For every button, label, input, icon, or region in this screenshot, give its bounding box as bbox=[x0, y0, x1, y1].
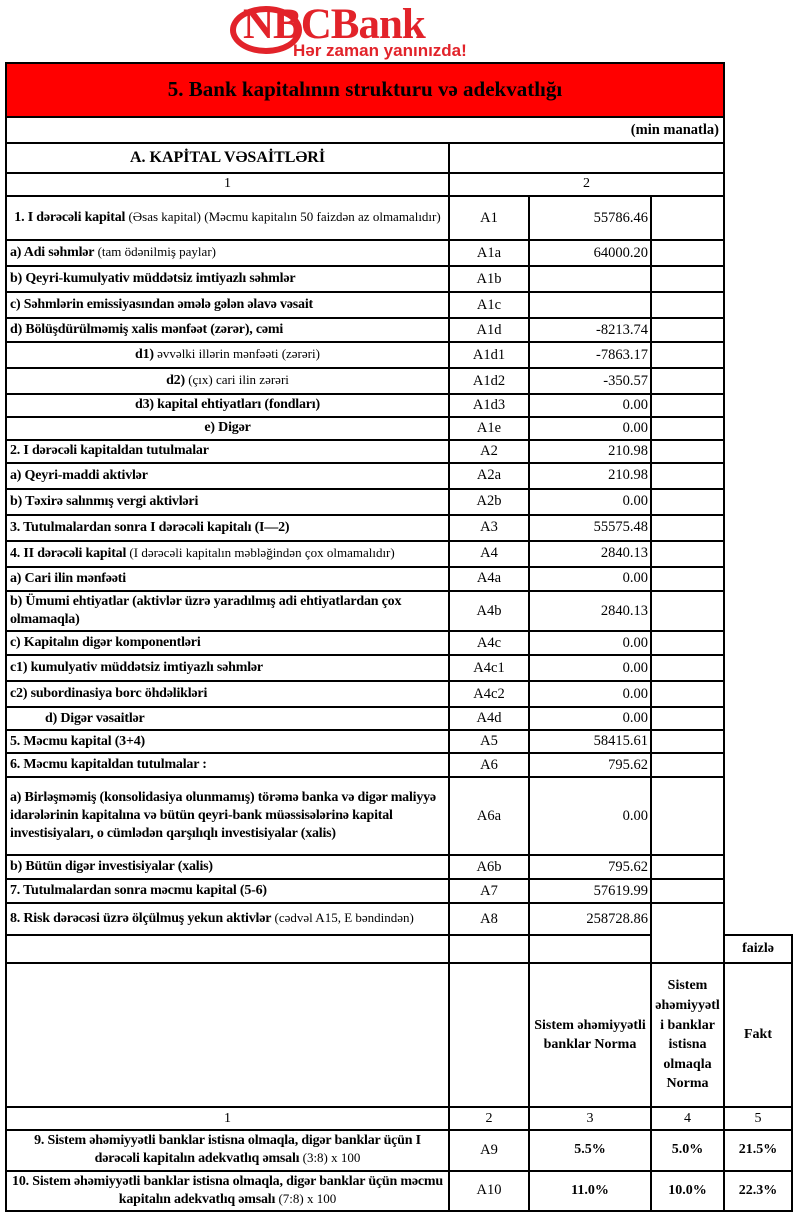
column-number: 5 bbox=[724, 1107, 792, 1130]
row-label-note: (7:8) x 100 bbox=[275, 1190, 337, 1206]
ghost-cell bbox=[724, 368, 792, 394]
ghost-cell bbox=[724, 777, 792, 855]
row-label bbox=[6, 196, 449, 240]
row-value: 795.62 bbox=[529, 753, 651, 777]
gap-cell bbox=[651, 855, 724, 879]
gap-cell bbox=[651, 591, 724, 631]
row-label bbox=[6, 440, 449, 463]
gap-cell bbox=[651, 394, 724, 417]
row-label bbox=[6, 591, 449, 631]
ghost-cell bbox=[724, 417, 792, 440]
row-value: 0.00 bbox=[529, 489, 651, 515]
row-label bbox=[6, 753, 449, 777]
table-row-a1 bbox=[6, 196, 792, 240]
norma-istisna-value: 10.0% bbox=[651, 1171, 724, 1211]
ghost-cell bbox=[724, 173, 792, 196]
row-value: 210.98 bbox=[529, 440, 651, 463]
ghost-cell bbox=[724, 463, 792, 489]
ghost-cell bbox=[724, 855, 792, 879]
row-code: A1b bbox=[449, 266, 529, 292]
row-code: A1d bbox=[449, 318, 529, 342]
row-code: A10 bbox=[449, 1171, 529, 1211]
percent-header-row bbox=[6, 963, 792, 1107]
ghost-cell bbox=[724, 753, 792, 777]
row-label bbox=[6, 417, 449, 440]
row-label-main: 2. I dərəcəli kapitaldan tutulmalar bbox=[10, 443, 209, 459]
row-value: 258728.86 bbox=[529, 903, 651, 935]
fakt-header: Fakt bbox=[724, 963, 792, 1107]
row-label-main: 1. I dərəcəli kapital bbox=[14, 209, 126, 225]
row-value: 0.00 bbox=[529, 394, 651, 417]
ghost-cell bbox=[724, 541, 792, 567]
table-row-a4c bbox=[6, 631, 792, 655]
ghost-cell bbox=[724, 318, 792, 342]
column-number: 2 bbox=[449, 1107, 529, 1130]
unit-note-row bbox=[6, 117, 792, 143]
row-value: 2840.13 bbox=[529, 591, 651, 631]
row-label-main: a) Cari ilin mənfəəti bbox=[10, 570, 126, 586]
row-code: A4d bbox=[449, 707, 529, 730]
row-code: A1 bbox=[449, 196, 529, 240]
row-label bbox=[6, 463, 449, 489]
ghost-cell bbox=[724, 515, 792, 541]
table-row-a4d bbox=[6, 707, 792, 730]
ghost-cell bbox=[724, 117, 792, 143]
nbcbank-logo bbox=[230, 1, 467, 61]
gap-cell bbox=[651, 655, 724, 681]
row-label-main: e) Digər bbox=[204, 420, 251, 436]
gap-cell bbox=[651, 318, 724, 342]
column-number: 1 bbox=[6, 173, 449, 196]
row-label-main: 5. Məcmu kapital (3+4) bbox=[10, 733, 146, 749]
ghost-cell bbox=[724, 394, 792, 417]
row-code: A1d2 bbox=[449, 368, 529, 394]
table-row-a3 bbox=[6, 515, 792, 541]
row-label bbox=[6, 541, 449, 567]
section-header-row bbox=[6, 143, 792, 173]
ghost-cell bbox=[724, 342, 792, 368]
table-row-a1c bbox=[6, 292, 792, 318]
row-code: A1a bbox=[449, 240, 529, 266]
row-label-main: 10. Sistem əhəmiyyətli banklar istisna olmaqla, digər banklar üçün məcmu kapitalın adekvatlıq əmsalı bbox=[12, 1173, 443, 1207]
gap-cell bbox=[651, 240, 724, 266]
gap-cell bbox=[651, 903, 724, 935]
row-label bbox=[6, 567, 449, 591]
table-row-a4 bbox=[6, 541, 792, 567]
percent-unit-row bbox=[6, 935, 792, 963]
row-label bbox=[6, 515, 449, 541]
table-row-a4c2 bbox=[6, 681, 792, 707]
gap-cell bbox=[651, 730, 724, 753]
ghost-cell bbox=[724, 730, 792, 753]
ghost-cell bbox=[724, 879, 792, 903]
row-value: 0.00 bbox=[529, 655, 651, 681]
row-code: A1d3 bbox=[449, 394, 529, 417]
gap-cell bbox=[651, 196, 724, 240]
row-code: A4c1 bbox=[449, 655, 529, 681]
row-value: -8213.74 bbox=[529, 318, 651, 342]
gap-cell bbox=[651, 463, 724, 489]
table-row-a8 bbox=[6, 903, 792, 935]
row-code: A9 bbox=[449, 1130, 529, 1170]
table-row-a1e bbox=[6, 417, 792, 440]
gap-cell bbox=[651, 681, 724, 707]
logo-tagline: Hər zaman yanınızda! bbox=[292, 41, 467, 60]
empty-cell bbox=[449, 963, 529, 1107]
logo-area bbox=[0, 0, 800, 62]
row-label-main: a) Adi səhmlər bbox=[10, 244, 95, 260]
row-label bbox=[6, 681, 449, 707]
column-number-row bbox=[6, 173, 792, 196]
row-label-note: (I dərəcəli kapitalın məbləğindən çox olmamalıdır) bbox=[126, 544, 395, 560]
gap-cell bbox=[651, 567, 724, 591]
row-label-main: d) Bölüşdürülməmiş xalis mənfəət (zərər), cəmi bbox=[10, 321, 284, 337]
row-code: A3 bbox=[449, 515, 529, 541]
row-value: 55786.46 bbox=[529, 196, 651, 240]
row-label-main: d3) kapital ehtiyatları (fondları) bbox=[135, 397, 320, 413]
table-row-a4a bbox=[6, 567, 792, 591]
gap-cell bbox=[651, 541, 724, 567]
gap-cell bbox=[651, 440, 724, 463]
row-label-note: (cədvəl A15, E bəndindən) bbox=[271, 910, 414, 926]
row-label-main: a) Birləşməmiş (konsolidasiya olunmamış) törəmə banka və digər maliyyə idarələrinin kapitalına və bütün qeyri-bank müəssisələrinə kapital investisiyaları, o cümlədən qarşılıqlı investisiyalar (xalis) bbox=[10, 789, 436, 842]
row-label bbox=[6, 1130, 449, 1170]
row-label bbox=[6, 266, 449, 292]
row-code: A4 bbox=[449, 541, 529, 567]
row-label bbox=[6, 730, 449, 753]
gap-cell bbox=[651, 631, 724, 655]
table-row-a2 bbox=[6, 440, 792, 463]
row-code: A4a bbox=[449, 567, 529, 591]
table-row-a7 bbox=[6, 879, 792, 903]
row-label-main: c2) subordinasiya borc öhdəlikləri bbox=[10, 686, 208, 702]
row-label-main: b) Ümumi ehtiyatlar (aktivlər üzrə yaradılmış adi ehtiyatlardan çox olmamaqla) bbox=[10, 593, 402, 628]
row-value: 64000.20 bbox=[529, 240, 651, 266]
row-value: 0.00 bbox=[529, 417, 651, 440]
table-row-a4c1 bbox=[6, 655, 792, 681]
row-label bbox=[6, 489, 449, 515]
row-label-main: d2) bbox=[166, 372, 185, 388]
row-code: A6a bbox=[449, 777, 529, 855]
row-label-main: b) Qeyri-kumulyativ müddətsiz imtiyazlı səhmlər bbox=[10, 270, 296, 286]
row-code: A8 bbox=[449, 903, 529, 935]
table-row-a6a bbox=[6, 777, 792, 855]
row-label-main: c) Səhmlərin emissiyasından əmələ gələn əlavə vəsait bbox=[10, 296, 313, 312]
empty-cell bbox=[449, 143, 724, 173]
ghost-cell bbox=[724, 143, 792, 173]
gap-cell bbox=[651, 342, 724, 368]
row-label bbox=[6, 655, 449, 681]
column-number: 4 bbox=[651, 1107, 724, 1130]
row-label bbox=[6, 394, 449, 417]
gap-cell bbox=[651, 879, 724, 903]
gap-cell bbox=[651, 515, 724, 541]
row-code: A6b bbox=[449, 855, 529, 879]
row-label bbox=[6, 368, 449, 394]
ghost-cell bbox=[724, 631, 792, 655]
table-row-a6b bbox=[6, 855, 792, 879]
row-label bbox=[6, 855, 449, 879]
row-label bbox=[6, 879, 449, 903]
row-code: A4b bbox=[449, 591, 529, 631]
ghost-cell bbox=[724, 681, 792, 707]
row-label-main: 4. II dərəcəli kapital bbox=[10, 545, 127, 561]
table-row-a4b bbox=[6, 591, 792, 631]
row-code: A2 bbox=[449, 440, 529, 463]
column-number: 1 bbox=[6, 1107, 449, 1130]
ghost-cell bbox=[724, 567, 792, 591]
column-number: 3 bbox=[529, 1107, 651, 1130]
ghost-cell bbox=[724, 63, 792, 117]
row-code: A7 bbox=[449, 879, 529, 903]
ghost-cell bbox=[724, 266, 792, 292]
row-value: 57619.99 bbox=[529, 879, 651, 903]
logo-text: NBCBank bbox=[243, 1, 425, 48]
ghost-cell bbox=[724, 655, 792, 681]
row-value bbox=[529, 292, 651, 318]
norma-istisna-header: Sistem əhəmiyyətli banklar istisna olmaqla Norma bbox=[651, 963, 724, 1107]
row-value: 0.00 bbox=[529, 707, 651, 730]
gap-cell bbox=[651, 935, 724, 963]
norma-sistem-header: Sistem əhəmiyyətli banklar Norma bbox=[529, 963, 651, 1107]
row-code: A5 bbox=[449, 730, 529, 753]
row-label bbox=[6, 240, 449, 266]
percent-unit-label: faizlə bbox=[724, 935, 792, 963]
fakt-value: 21.5% bbox=[724, 1130, 792, 1170]
row-value: 0.00 bbox=[529, 777, 651, 855]
row-value: 210.98 bbox=[529, 463, 651, 489]
row-label bbox=[6, 318, 449, 342]
table-row-a2a bbox=[6, 463, 792, 489]
row-value: 0.00 bbox=[529, 681, 651, 707]
row-label-main: 9. Sistem əhəmiyyətli banklar istisna olmaqla, digər banklar üçün I dərəcəli kapitalın adekvatlıq əmsalı bbox=[34, 1133, 421, 1167]
ghost-cell bbox=[724, 196, 792, 240]
row-value: 2840.13 bbox=[529, 541, 651, 567]
gap-cell bbox=[651, 266, 724, 292]
row-label-main: 6. Məcmu kapitaldan tutulmalar : bbox=[10, 757, 207, 773]
fakt-value: 22.3% bbox=[724, 1171, 792, 1211]
row-label bbox=[6, 292, 449, 318]
column-number: 2 bbox=[449, 173, 724, 196]
gap-cell bbox=[651, 707, 724, 730]
row-label-main: b) Bütün digər investisiyalar (xalis) bbox=[10, 859, 213, 875]
ghost-cell bbox=[724, 707, 792, 730]
row-label bbox=[6, 342, 449, 368]
row-label-main: c1) kumulyativ müddətsiz imtiyazlı səhmlər bbox=[10, 660, 263, 676]
gap-cell bbox=[651, 292, 724, 318]
table-row-a5 bbox=[6, 730, 792, 753]
row-label bbox=[6, 631, 449, 655]
row-label-main: c) Kapitalın digər komponentləri bbox=[10, 635, 201, 651]
table-row-a2b bbox=[6, 489, 792, 515]
row-code: A1d1 bbox=[449, 342, 529, 368]
row-label-note: (çıx) cari ilin zərəri bbox=[184, 371, 289, 387]
ghost-cell bbox=[724, 591, 792, 631]
row-label-main: d) Digər vəsaitlər bbox=[45, 710, 145, 726]
empty-cell bbox=[6, 963, 449, 1107]
gap-cell bbox=[651, 753, 724, 777]
row-code: A1e bbox=[449, 417, 529, 440]
page-title: 5. Bank kapitalının strukturu və adekvatlığı bbox=[6, 63, 724, 117]
row-label-note: (tam ödənilmiş paylar) bbox=[94, 243, 216, 259]
ghost-cell bbox=[724, 489, 792, 515]
row-code: A2a bbox=[449, 463, 529, 489]
row-value: -350.57 bbox=[529, 368, 651, 394]
row-value: 55575.48 bbox=[529, 515, 651, 541]
title-row bbox=[6, 63, 792, 117]
capital-structure-table bbox=[5, 62, 793, 1212]
row-value: 0.00 bbox=[529, 567, 651, 591]
table-row-a9 bbox=[6, 1130, 792, 1170]
empty-cell bbox=[6, 935, 449, 963]
row-code: A2b bbox=[449, 489, 529, 515]
percent-column-number-row bbox=[6, 1107, 792, 1130]
gap-cell bbox=[651, 417, 724, 440]
row-code: A6 bbox=[449, 753, 529, 777]
row-label bbox=[6, 777, 449, 855]
row-value bbox=[529, 266, 651, 292]
gap-cell bbox=[651, 368, 724, 394]
section-header: A. KAPİTAL VƏSAİTLƏRİ bbox=[6, 143, 449, 173]
row-code: A4c2 bbox=[449, 681, 529, 707]
row-value: 0.00 bbox=[529, 631, 651, 655]
table-row-a1b bbox=[6, 266, 792, 292]
norma-istisna-value: 5.0% bbox=[651, 1130, 724, 1170]
ghost-cell bbox=[724, 440, 792, 463]
norma-sistem-value: 11.0% bbox=[529, 1171, 651, 1211]
empty-cell bbox=[529, 935, 651, 963]
row-label bbox=[6, 707, 449, 730]
row-code: A4c bbox=[449, 631, 529, 655]
row-label-note: (3:8) x 100 bbox=[299, 1150, 361, 1166]
row-label-main: 8. Risk dərəcəsi üzrə ölçülmuş yekun aktivlər bbox=[10, 911, 272, 927]
row-label-main: d1) bbox=[135, 346, 154, 362]
table-row-a1a bbox=[6, 240, 792, 266]
gap-cell bbox=[651, 777, 724, 855]
table-row-a6 bbox=[6, 753, 792, 777]
table-row-a1d1 bbox=[6, 342, 792, 368]
ghost-cell bbox=[724, 903, 792, 935]
row-label-main: 3. Tutulmalardan sonra I dərəcəli kapitalı (I—2) bbox=[10, 519, 290, 535]
row-label bbox=[6, 903, 449, 935]
ghost-cell bbox=[724, 240, 792, 266]
norma-sistem-value: 5.5% bbox=[529, 1130, 651, 1170]
table-row-a1d2 bbox=[6, 368, 792, 394]
row-value: 58415.61 bbox=[529, 730, 651, 753]
ghost-cell bbox=[724, 292, 792, 318]
row-label-main: b) Təxirə salınmış vergi aktivləri bbox=[10, 493, 199, 509]
row-label-main: a) Qeyri-maddi aktivlər bbox=[10, 467, 148, 483]
row-label-note: əvvəlki illərin mənfəəti (zərəri) bbox=[153, 345, 320, 361]
row-code: A1c bbox=[449, 292, 529, 318]
empty-cell bbox=[449, 935, 529, 963]
row-value: 795.62 bbox=[529, 855, 651, 879]
table-row-a1d bbox=[6, 318, 792, 342]
row-label-main: 7. Tutulmalardan sonra məcmu kapital (5-6) bbox=[10, 883, 267, 899]
row-label-note: (Əsas kapital) (Məcmu kapitalın 50 faizdən az olmamalıdır) bbox=[125, 208, 441, 224]
row-value: -7863.17 bbox=[529, 342, 651, 368]
table-row-a1d3 bbox=[6, 394, 792, 417]
gap-cell bbox=[651, 489, 724, 515]
unit-note: (min manatla) bbox=[6, 117, 724, 143]
